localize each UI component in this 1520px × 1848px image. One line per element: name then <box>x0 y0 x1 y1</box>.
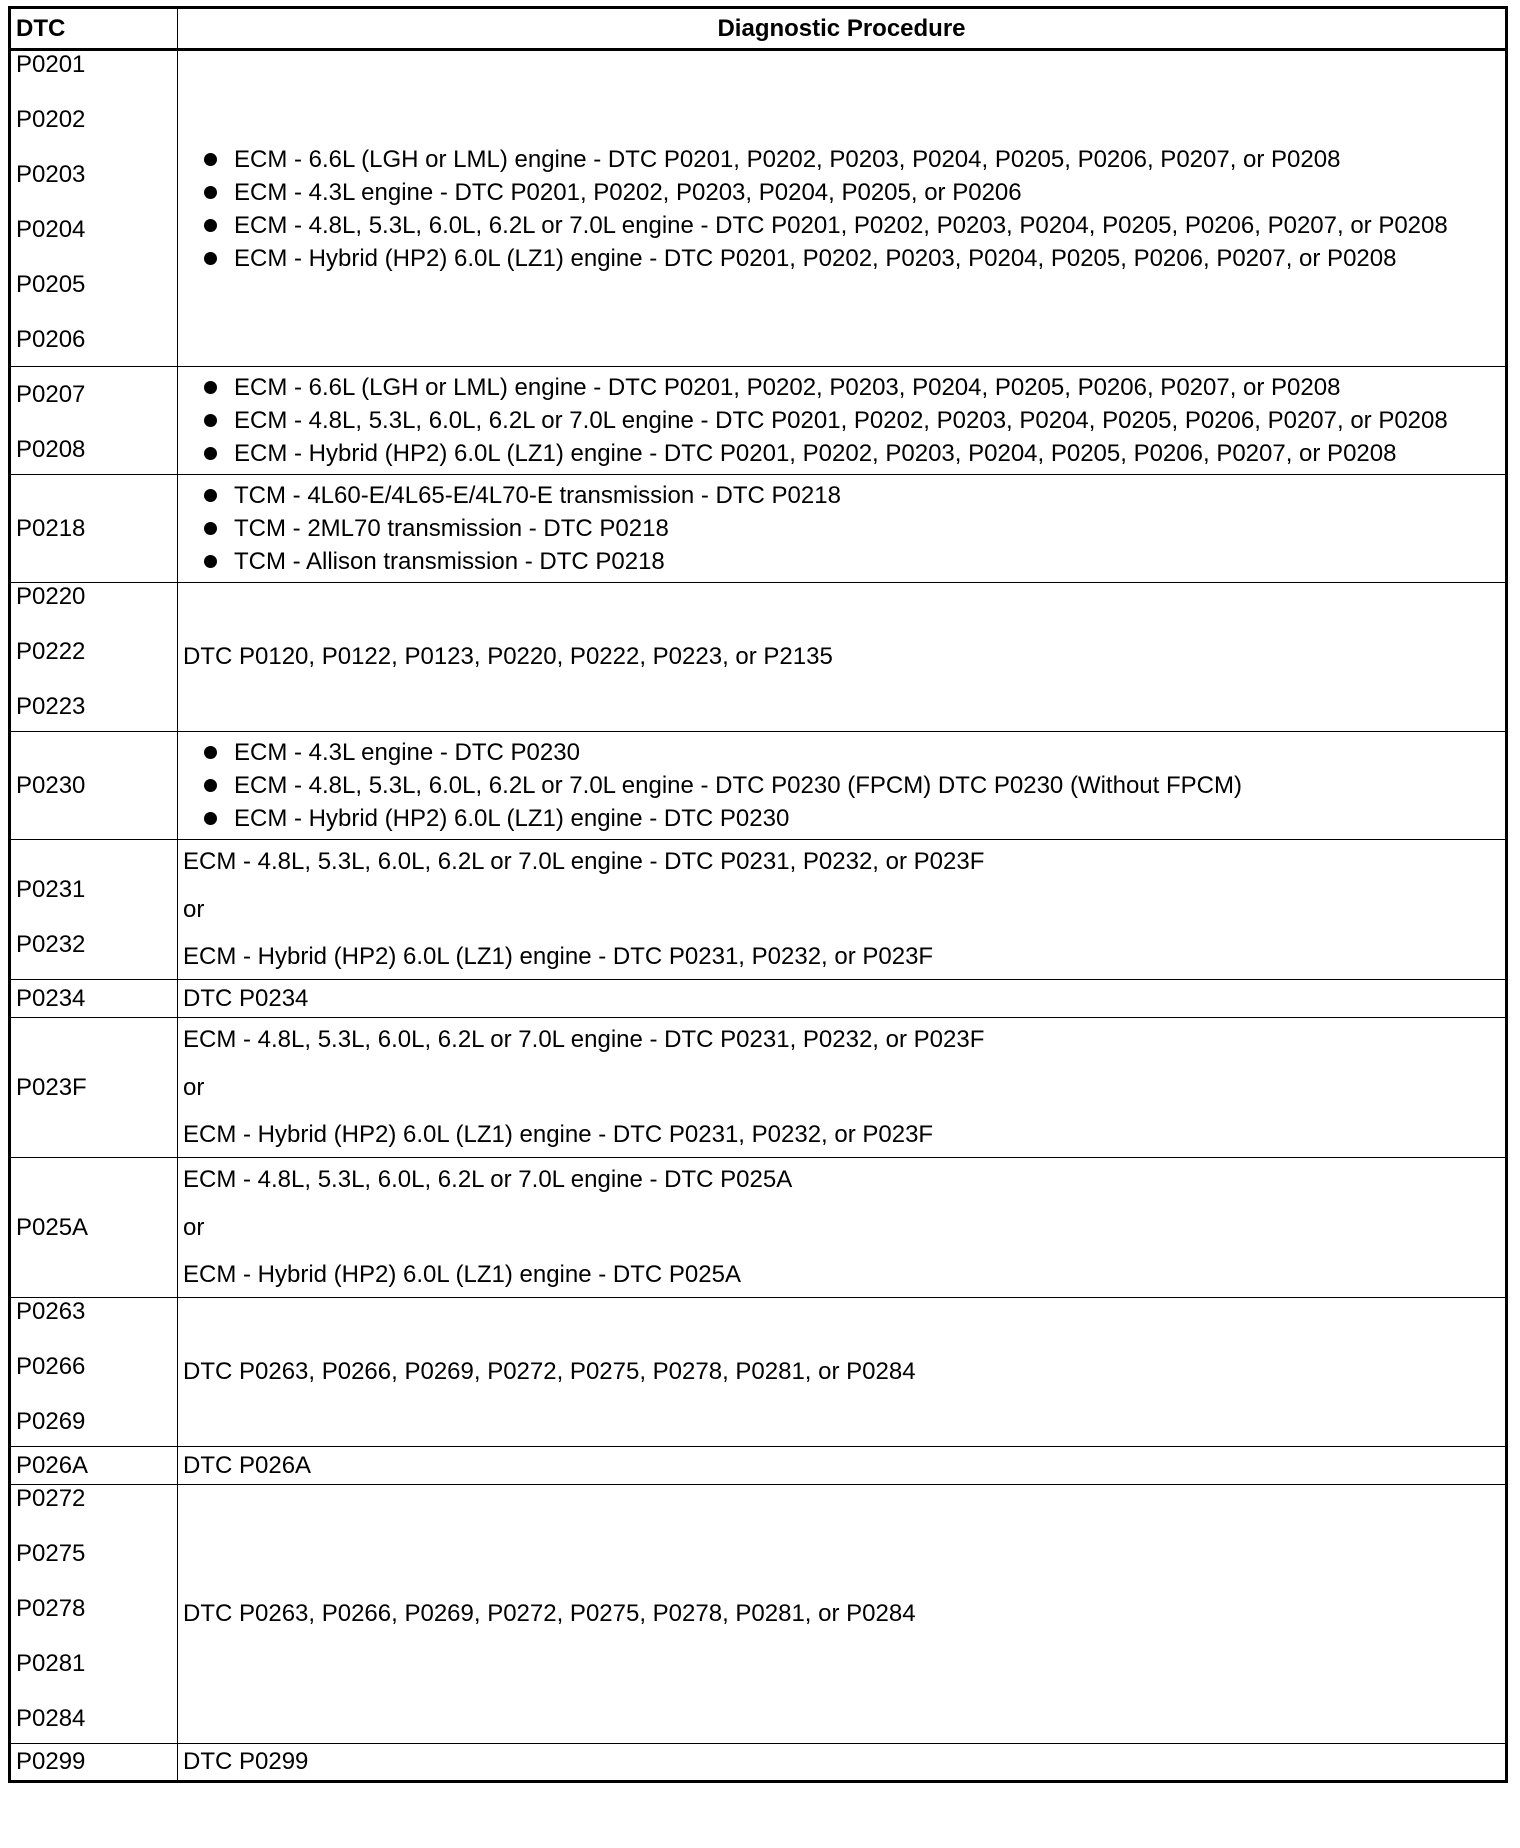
bullet-icon <box>204 153 217 166</box>
dtc-cell <box>10 583 178 732</box>
table-row <box>10 1158 1507 1298</box>
procedure-cell: DTC P0234 <box>178 980 1507 1018</box>
bullet-icon <box>204 381 217 394</box>
procedure-list <box>183 367 1500 474</box>
procedure-cell: DTC P0120, P0122, P0123, P0220, P0222, P0223, or P2135 <box>178 583 1507 732</box>
list-item <box>202 512 1500 545</box>
dtc-code: P0208 <box>16 435 86 463</box>
list-item <box>202 371 1500 404</box>
procedure-text: ECM - Hybrid (HP2) 6.0L (LZ1) engine - DTC P0231, P0232, or P023F <box>183 1121 934 1148</box>
procedure-text: ECM - 4.8L, 5.3L, 6.0L, 6.2L or 7.0L engine - DTC P025A <box>183 1166 793 1193</box>
bullet-icon <box>204 447 217 460</box>
list-item <box>202 143 1500 176</box>
dtc-code: P0220 <box>16 583 86 610</box>
list-item <box>202 545 1500 578</box>
bullet-icon <box>204 252 217 265</box>
dtc-cell <box>10 475 178 583</box>
procedure-cell: DTC P0263, P0266, P0269, P0272, P0275, P0278, P0281, or P0284 <box>178 1485 1507 1744</box>
dtc-code: P0205 <box>16 271 86 298</box>
dtc-code: P0223 <box>16 693 86 720</box>
list-item <box>202 209 1500 242</box>
procedure-cell: DTC P0263, P0266, P0269, P0272, P0275, P0278, P0281, or P0284 <box>178 1298 1507 1447</box>
procedure-cell <box>178 367 1507 475</box>
procedure-text: ECM - 4.8L, 5.3L, 6.0L, 6.2L or 7.0L engine - DTC P0230 (FPCM) DTC P0230 (Without FPCM) <box>234 772 1242 799</box>
bullet-icon <box>204 219 217 232</box>
bullet-icon <box>204 414 217 427</box>
table-row <box>10 1744 1507 1782</box>
procedure-text: ECM - Hybrid (HP2) 6.0L (LZ1) engine - DTC P0230 <box>234 805 790 832</box>
procedure-lines <box>183 840 1500 979</box>
dtc-cell: P0299 <box>10 1744 178 1782</box>
procedure-cell <box>178 840 1507 980</box>
dtc-cell <box>10 840 178 980</box>
procedure-list <box>183 139 1500 279</box>
dtc-code: P0207 <box>16 380 86 408</box>
bullet-icon <box>204 746 217 759</box>
dtc-cell <box>10 1298 178 1447</box>
procedure-list <box>183 732 1500 839</box>
header-dtc: DTC <box>10 8 178 50</box>
procedure-list <box>183 475 1500 582</box>
bullet-icon <box>204 489 217 502</box>
table-row <box>10 732 1507 840</box>
dtc-code: P0269 <box>16 1408 86 1435</box>
procedure-text: ECM - 4.3L engine - DTC P0201, P0202, P0203, P0204, P0205, or P0206 <box>234 178 1022 206</box>
list-item <box>202 176 1500 209</box>
dtc-cell <box>10 367 178 475</box>
dtc-code: P0284 <box>16 1705 86 1732</box>
dtc-code: P0278 <box>16 1595 86 1622</box>
procedure-text: ECM - Hybrid (HP2) 6.0L (LZ1) engine - DTC P0231, P0232, or P023F <box>183 943 934 970</box>
dtc-code: P0272 <box>16 1485 86 1512</box>
table-row <box>10 583 1507 732</box>
table-row <box>10 980 1507 1018</box>
list-item <box>202 736 1500 769</box>
procedure-text: ECM - Hybrid (HP2) 6.0L (LZ1) engine - DTC P0201, P0202, P0203, P0204, P0205, P0206, P0207, or P0208 <box>234 244 1397 272</box>
dtc-code: P0275 <box>16 1540 86 1567</box>
procedure-or: or <box>183 896 205 923</box>
procedure-cell <box>178 50 1507 367</box>
table-row <box>10 367 1507 475</box>
procedure-cell <box>178 475 1507 583</box>
dtc-code: P0204 <box>16 216 86 243</box>
procedure-text: ECM - Hybrid (HP2) 6.0L (LZ1) engine - DTC P025A <box>183 1261 741 1288</box>
table-row <box>10 50 1507 367</box>
dtc-code: P0222 <box>16 638 86 665</box>
dtc-code: P0232 <box>16 931 86 958</box>
table-row <box>10 1298 1507 1447</box>
procedure-or: or <box>183 1214 205 1241</box>
bullet-icon <box>204 779 217 792</box>
procedure-lines <box>183 1158 1500 1297</box>
procedure-text: ECM - 4.3L engine - DTC P0230 <box>234 739 580 766</box>
dtc-code: P0202 <box>16 106 86 133</box>
procedure-text: ECM - 6.6L (LGH or LML) engine - DTC P0201, P0202, P0203, P0204, P0205, P0206, P0207, or P0208 <box>234 145 1341 173</box>
list-item <box>202 437 1500 470</box>
dtc-cell: P0234 <box>10 980 178 1018</box>
table-row <box>10 1018 1507 1158</box>
dtc-cell <box>10 50 178 367</box>
procedure-lines <box>183 1018 1500 1157</box>
procedure-text: ECM - 4.8L, 5.3L, 6.0L, 6.2L or 7.0L engine - DTC P0231, P0232, or P023F <box>183 1026 985 1053</box>
dtc-cell: P023F <box>10 1018 178 1158</box>
dtc-code: P0206 <box>16 326 86 353</box>
procedure-cell: DTC P026A <box>178 1447 1507 1485</box>
procedure-text: ECM - 4.8L, 5.3L, 6.0L, 6.2L or 7.0L engine - DTC P0201, P0202, P0203, P0204, P0205, P0206, P0207, or P0208 <box>234 407 1448 434</box>
table-row <box>10 475 1507 583</box>
procedure-or: or <box>183 1074 205 1101</box>
dtc-code: P0203 <box>16 161 86 188</box>
list-item <box>202 404 1500 437</box>
procedure-cell: DTC P0299 <box>178 1744 1507 1782</box>
dtc-code: P0263 <box>16 1298 86 1325</box>
procedure-text: ECM - 4.8L, 5.3L, 6.0L, 6.2L or 7.0L engine - DTC P0231, P0232, or P023F <box>183 848 985 875</box>
procedure-text: TCM - 4L60-E/4L65-E/4L70-E transmission - DTC P0218 <box>234 482 841 509</box>
list-item <box>202 802 1500 835</box>
dtc-cell <box>10 1485 178 1744</box>
bullet-icon <box>204 186 217 199</box>
dtc-code: P0231 <box>16 876 86 903</box>
procedure-text: ECM - 6.6L (LGH or LML) engine - DTC P0201, P0202, P0203, P0204, P0205, P0206, P0207, or P0208 <box>234 374 1341 401</box>
dtc-code: P0230 <box>16 771 86 799</box>
procedure-text: ECM - 4.8L, 5.3L, 6.0L, 6.2L or 7.0L engine - DTC P0201, P0202, P0203, P0204, P0205, P0206, P0207, or P0208 <box>234 211 1448 239</box>
procedure-cell <box>178 1018 1507 1158</box>
table-header-row <box>10 8 1507 50</box>
list-item <box>202 769 1500 802</box>
procedure-text: ECM - Hybrid (HP2) 6.0L (LZ1) engine - DTC P0201, P0202, P0203, P0204, P0205, P0206, P0207, or P0208 <box>234 440 1397 467</box>
procedure-text: TCM - 2ML70 transmission - DTC P0218 <box>234 515 669 542</box>
procedure-cell <box>178 1158 1507 1298</box>
table-row <box>10 1485 1507 1744</box>
bullet-icon <box>204 522 217 535</box>
dtc-cell <box>10 732 178 840</box>
procedure-cell <box>178 732 1507 840</box>
dtc-code: P0266 <box>16 1353 86 1380</box>
dtc-cell: P026A <box>10 1447 178 1485</box>
bullet-icon <box>204 555 217 568</box>
table-row <box>10 840 1507 980</box>
table-row <box>10 1447 1507 1485</box>
bullet-icon <box>204 812 217 825</box>
dtc-code: P0201 <box>16 51 86 78</box>
dtc-code: P0218 <box>16 514 86 542</box>
procedure-text: TCM - Allison transmission - DTC P0218 <box>234 548 665 575</box>
dtc-code: P0281 <box>16 1650 86 1677</box>
header-procedure: Diagnostic Procedure <box>178 8 1507 50</box>
dtc-table <box>8 6 1508 1783</box>
list-item <box>202 479 1500 512</box>
list-item <box>202 242 1500 275</box>
dtc-cell: P025A <box>10 1158 178 1298</box>
